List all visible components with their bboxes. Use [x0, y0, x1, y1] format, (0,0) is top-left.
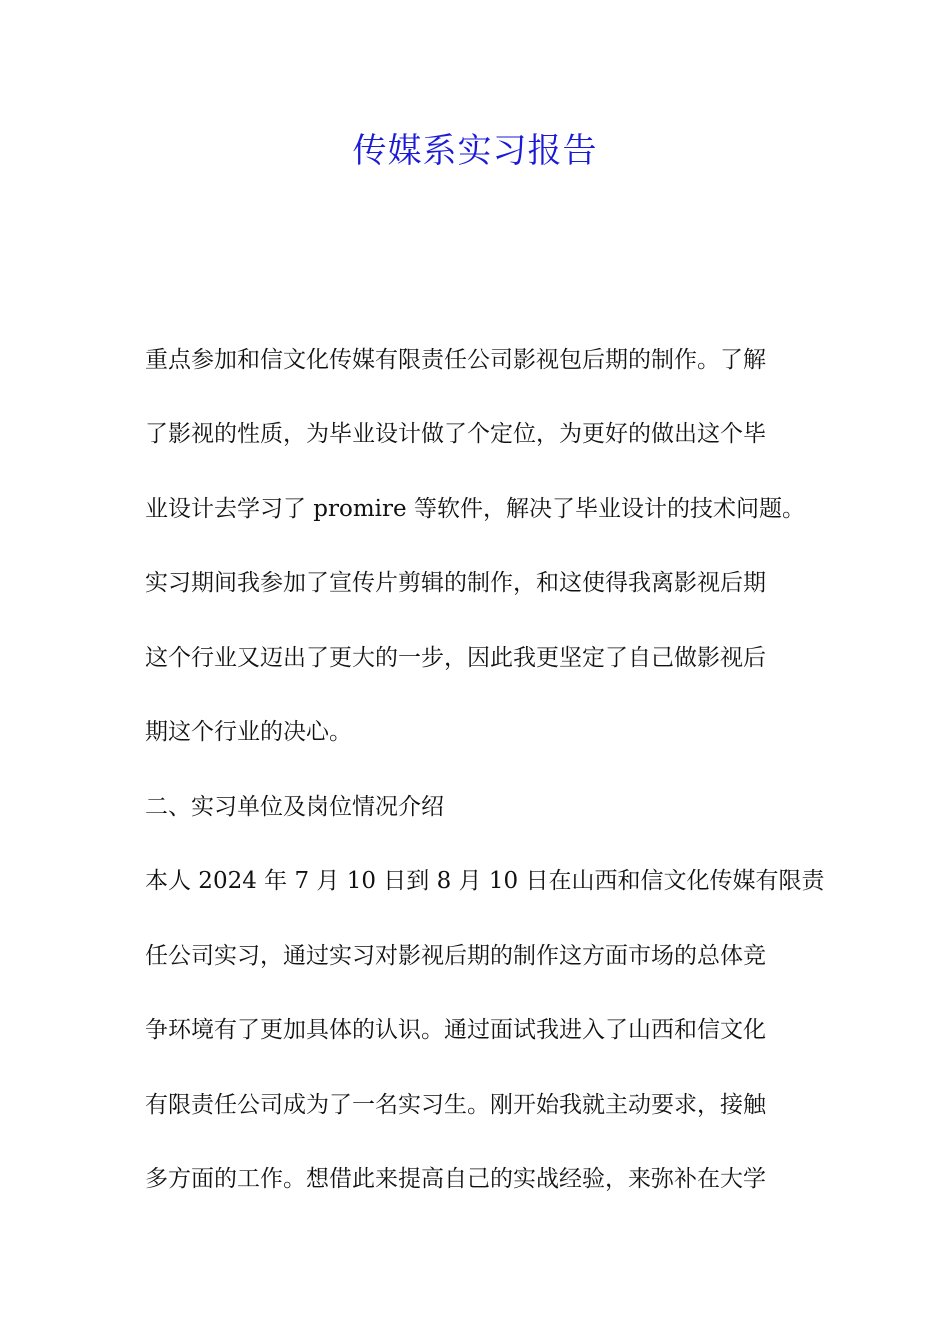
body-line: 本人 2024 年 7 月 10 日到 8 月 10 日在山西和信文化传媒有限责: [145, 868, 825, 894]
body-line: 实习期间我参加了宣传片剪辑的制作，和这使得我离影视后期: [145, 570, 766, 596]
body-line: 多方面的工作。想借此来提高自己的实战经验，来弥补在大学: [145, 1166, 766, 1192]
section-heading: 二、实习单位及岗位情况介绍: [145, 794, 444, 820]
body-line: 期这个行业的决心。: [145, 719, 352, 745]
body-line: 有限责任公司成为了一名实习生。刚开始我就主动要求，接触: [145, 1092, 766, 1118]
document-title: 传媒系实习报告: [352, 131, 598, 171]
body-line: 了影视的性质，为毕业设计做了个定位，为更好的做出这个毕: [145, 421, 766, 447]
body-line: 任公司实习，通过实习对影视后期的制作这方面市场的总体竞: [145, 943, 766, 969]
body-line: 重点参加和信文化传媒有限责任公司影视包后期的制作。了解: [145, 347, 766, 373]
body-line: 业设计去学习了 promire 等软件，解决了毕业设计的技术问题。: [145, 496, 805, 522]
body-line: 这个行业又迈出了更大的一步，因此我更坚定了自己做影视后: [145, 645, 766, 671]
body-line: 争环境有了更加具体的认识。通过面试我进入了山西和信文化: [145, 1017, 766, 1043]
